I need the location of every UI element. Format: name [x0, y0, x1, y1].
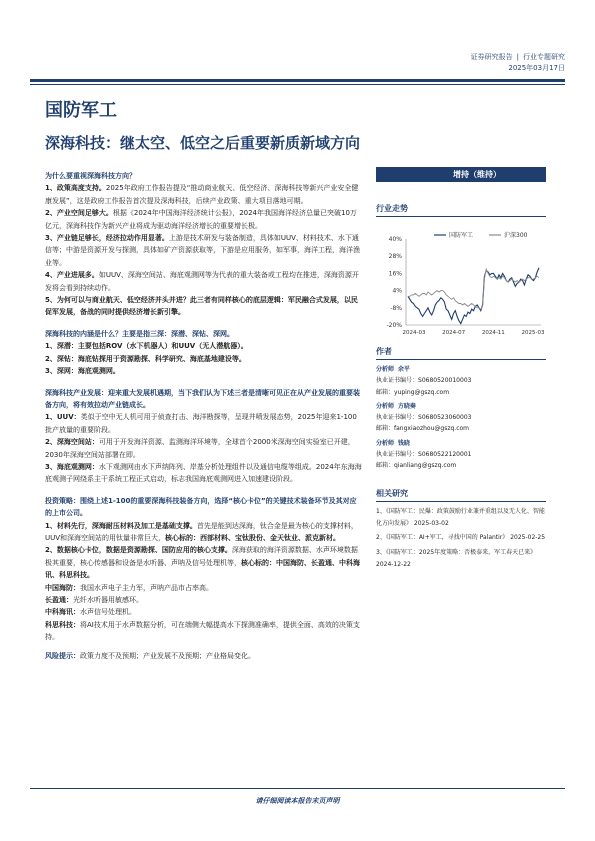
point-2: 2、产业空间足够大。根据《2024年中国海洋经济统计公报》，2024年我国海洋经济总量已突破10万亿元，深海科技作为新兴产业将成为驱动海洋经济增长的重要增长极。: [45, 209, 357, 230]
related-reports: [376, 506, 546, 573]
author-2: 分析师 方晓奏 执业证书编号：S0680523060003 邮箱：fangxiaozhou@gszq.com: [376, 402, 472, 433]
header-rule-thin: [30, 84, 565, 85]
question-industry: 深海科技产业发展：迎来重大发展机遇期，当下我们认为下述三者是清晰可见正在从产业发展的重要装备方向，将有效拉动产业链成长。: [45, 388, 360, 409]
series-line-0: [408, 268, 539, 324]
x-tick-label: 2024-07: [442, 330, 466, 336]
related-report-item[interactable]: 3、《国防军工：2025年度策略：否极泰来，军工春天已来》 2024-12-22: [376, 548, 537, 568]
x-tick-label: 2024-11: [481, 330, 505, 336]
page-subtitle: 深海科技：继太空、低空之后重要新质新域方向: [45, 134, 361, 152]
question-why: 为什么要重视深海科技方向？: [45, 172, 136, 180]
author-1: 分析师 余平 执业证书编号：S0680520010003 邮箱：yuping@gszq.com: [376, 366, 472, 396]
authors-section-title: 作者: [376, 346, 546, 360]
company-1: 中国海防：我国水声电子主力军，声呐产品市占率高。: [45, 583, 213, 592]
investment-strategy: 投资策略：围绕上述1-100的重要深海科技装备方向，选择“核心卡位”的关键技术装备环节及其对应的上市公司。: [45, 496, 357, 518]
rating-badge: 增持（维持）: [376, 167, 546, 182]
author-email[interactable]: fangxiaozhou@gszq.com: [394, 425, 470, 433]
x-tick-label: 2024-03: [402, 330, 426, 336]
x-tick-label: 2025-03: [521, 330, 545, 336]
meaning-1: 1、深潜：主要包括ROV（水下机器人）和UUV（无人潜航器）。: [45, 342, 248, 351]
author-3: 分析师 钱晓 执业证书编号：S0680522120001 邮箱：qianliang@gszq.com: [376, 439, 472, 470]
meaning-2: 2、深钻：海底钻探用于资源勘探、科学研究、海底基地建设等。: [45, 354, 246, 363]
author-email[interactable]: yuping@gszq.com: [394, 388, 450, 396]
report-category: 行业专题研究: [523, 53, 565, 61]
y-tick-label: -8%: [390, 304, 402, 312]
strategy-1: 1、材料先行，深海耐压材料及加工是基础支撑。首先是能到达深海，钛合金是最为核心的支撑材料，UUV和深海空间站的用钛量非常巨大，核心标的：西部材料、宝钛股份、金天钛业、派克新材。: [45, 521, 358, 542]
page-title: 国防军工: [45, 100, 117, 121]
y-tick-label: 16%: [388, 270, 402, 278]
legend-label: 国防军工: [449, 232, 474, 239]
footer-disclaimer: 请仔细阅读本报告末页声明: [255, 797, 340, 805]
main-body: [45, 170, 363, 662]
trend-chart: [376, 225, 546, 343]
point-5: 5、为何可以与商业航天、低空经济并头并进？此三者有同样核心的底层逻辑：军民融合式发展，以民促军发展，备战的同时提供经济增长新引擎。: [45, 296, 358, 317]
related-section-title: 相关研究: [376, 488, 546, 502]
trend-section-title: 行业走势: [376, 203, 546, 217]
report-date: 2025年03月17日: [508, 64, 565, 72]
footer-rule: [30, 788, 565, 789]
y-tick-label: 28%: [388, 253, 402, 261]
industry-3: 3、海底观测网：水下观测网由水下声纳阵列、岸基分析处理组件以及通信电缆等组成。2024年东海海底观测子网绕系主干系统工程正式启动，标志我国海底观测网进入加速建设阶段。: [45, 462, 362, 484]
report-type: 证券研究报告: [470, 53, 513, 61]
point-3: 3、产业链足够长，经济拉动作用显著。上游是技术研发与装备制造，具体如UUV、材料技术、水下通信等；中游是资源开发与探测，具体如矿产资源获取等，下游是应用服务，如军事，海洋工程，海洋渔业等。: [45, 234, 360, 267]
point-4: 4、产业进展多。如UUV、深海空间站、海底观测网等为代表的重大装备或工程均在推进，深海资源开发将会看到持续动作。: [45, 271, 359, 292]
y-tick-label: 4%: [392, 287, 402, 295]
header-rule: [30, 79, 565, 82]
industry-1: 1、UUV：类似于空中无人机可用于侦查打击、海洋勘探等，呈现井喷发展态势，2025年迎来1-100批产放量的重要阶段。: [45, 413, 357, 434]
related-report-item[interactable]: 2、《国防军工：AI+军工，寻找中国的 Palantir》 2025-02-25: [376, 534, 546, 542]
series-line-1: [408, 269, 539, 309]
question-meaning: 深海科技的内涵是什么？主要是指三深：深潜、深钻、深网。: [45, 329, 234, 338]
risk-warning: 风险提示：政策力度不及预期；产业发展不及预期；产业格局变化。: [45, 651, 255, 660]
y-tick-label: -20%: [386, 322, 402, 329]
authors-block: [376, 364, 546, 472]
legend-label: 沪深300: [504, 232, 528, 239]
y-tick-label: 40%: [388, 236, 402, 243]
industry-2: 2、深海空间站：可用于开发海洋资源、监测海洋环境等，全球首个2000米深海空间实验室已开建，2030年深海空间站部署在即。: [45, 438, 355, 459]
meaning-3: 3、深网：海底观测网。: [45, 367, 120, 376]
related-report-item[interactable]: 1、《国防军工：民爆：政策鼓励行业兼并重组以及无人化、智能化方向发展》 2025-03-02: [376, 508, 545, 528]
company-2: 长盈通：光纤水听器用敏感环。: [45, 596, 143, 604]
strategy-2: 2、数据核心卡位，数据是资源勘探、国防应用的核心支撑。深海获取的海洋资源数据、水声环境数据极其重要，核心传感器和设备是水听器、声呐及信号处理机等，核心标的：中国海防、长盈通、中科海讯、科思科技。: [45, 546, 360, 580]
company-4: 科思科技：将AI技术用于水声数据分析，可在端侧大幅提高水下探测准确率，提供全面、高效的决策支持。: [45, 620, 360, 642]
company-3: 中科海讯：水声信号处理机。: [45, 608, 136, 617]
report-header: 证券研究报告 | 行业专题研究 2025年03月17日: [470, 53, 565, 72]
author-email[interactable]: qianliang@gszq.com: [394, 462, 457, 470]
point-1: 1、政策高度支持。2025年政府工作报告提及“推动商业航天、低空经济、深海科技等新兴产业安全健康发展”，这是政府工作报告首次提及深海科技，后续产业政策、重大项目落地可期。: [45, 184, 359, 205]
